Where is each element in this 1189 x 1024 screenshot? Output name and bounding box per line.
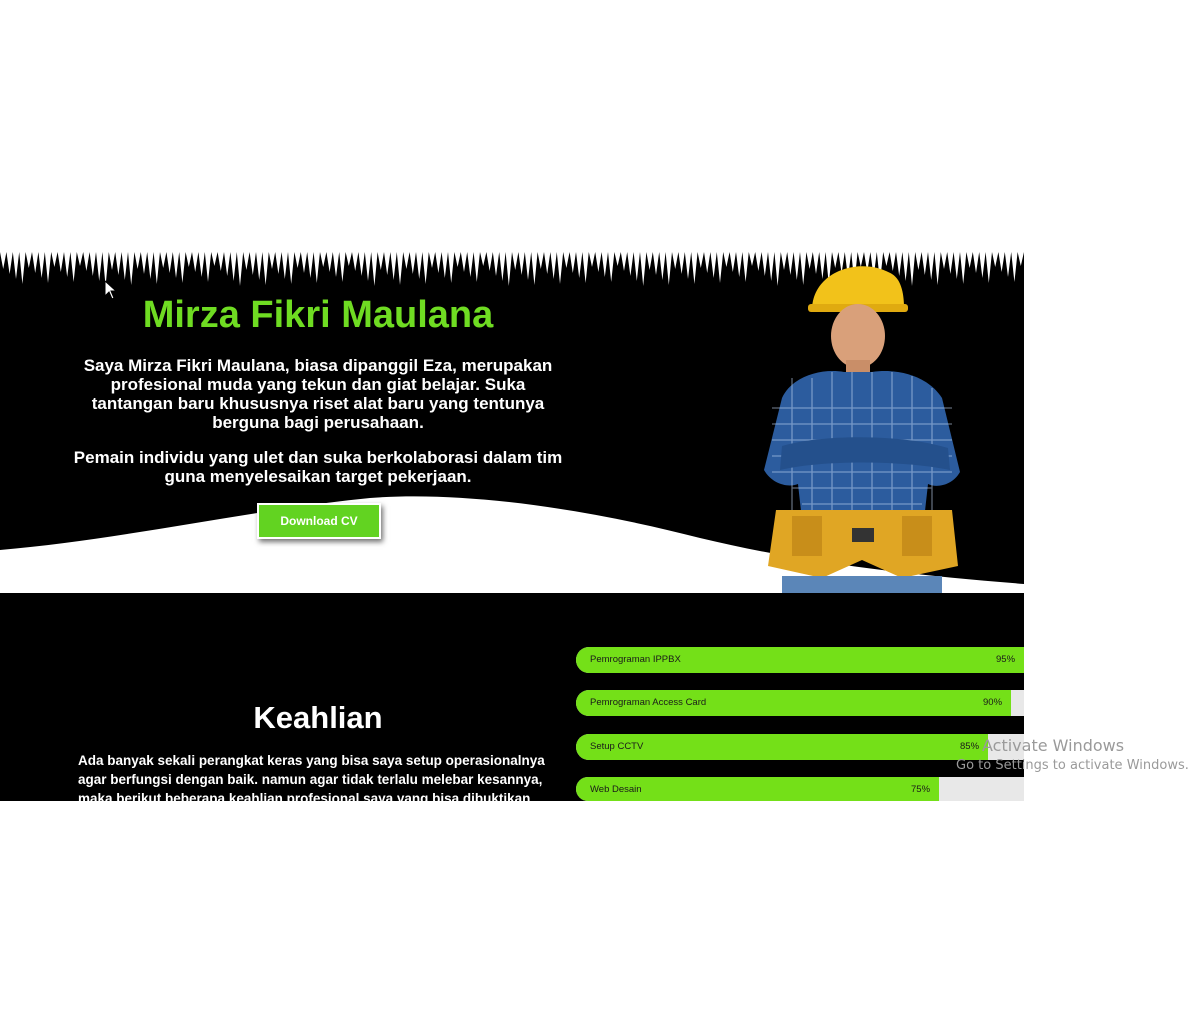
activate-windows-title: Activate Windows — [982, 736, 1125, 755]
skill-bar-label: Web Desain — [590, 784, 642, 795]
skill-bar-percent: 85% — [960, 741, 980, 752]
skill-bar-label: Pemrograman Access Card — [590, 697, 707, 708]
hero-secondary-text: Pemain individu yang ulet dan suka berkolaborasi dalam tim guna menyelesaikan target pekerjaan. — [73, 448, 563, 486]
skill-bar — [576, 690, 1024, 716]
skill-bar — [576, 777, 1024, 801]
mouse-cursor-icon — [104, 280, 118, 300]
activate-windows-subtitle: Go to Settings to activate Windows. — [956, 758, 1189, 773]
skill-bar-percent: 75% — [911, 784, 931, 795]
activate-windows-watermark — [956, 736, 1189, 776]
skill-bar — [576, 647, 1024, 673]
download-cv-button[interactable]: Download CV — [257, 503, 381, 539]
skill-bar-label: Setup CCTV — [590, 741, 644, 752]
skills-title: Keahlian — [253, 700, 383, 735]
skill-bar-label: Pemrograman IPPBX — [590, 654, 681, 665]
skill-bar-percent: 95% — [996, 654, 1016, 665]
skill-bar-percent: 90% — [983, 697, 1003, 708]
hero-title: Mirza Fikri Maulana — [142, 294, 494, 336]
hero-intro-text: Saya Mirza Fikri Maulana, biasa dipanggil Eza, merupakan profesional muda yang tekun dan giat belajar. Suka tantangan baru khususnya riset alat baru yang tentunya berguna bagi perusahaan. — [83, 356, 553, 432]
skills-description: Ada banyak sekali perangkat keras yang bisa saya setup operasionalnya agar berfungsi dengan baik. namun agar tidak terlalu melebar kesannya, maka berikut beberapa keahlian profesional saya yang bisa dibuktikan — [78, 753, 545, 806]
